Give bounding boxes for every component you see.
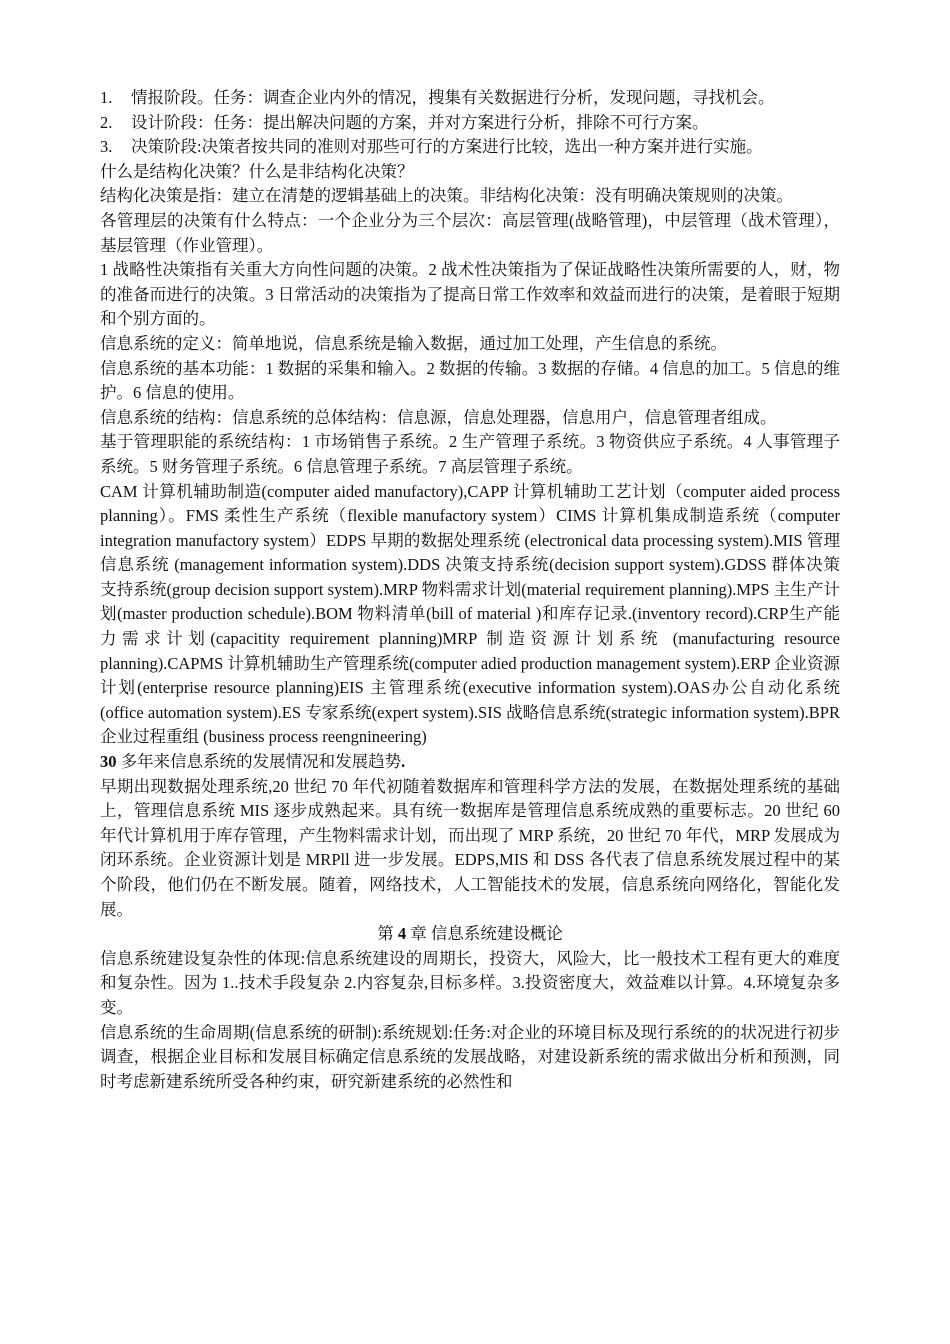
- paragraph: 信息系统的基本功能：1 数据的采集和输入。2 数据的传输。3 数据的存储。4 信息的加工。5 信息的维护。6 信息的使用。: [100, 358, 840, 403]
- paragraph: 信息系统建设复杂性的体现:信息系统建设的周期长，投资大，风险大，比一般技术工程有更大的难度和复杂性。因为 1..技术手段复杂 2.内容复杂,目标多样。3.投资密度大，效益难以计算。4.环境复杂多变。: [100, 948, 840, 1017]
- paragraph: 1 战略性决策指有关重大方向性问题的决策。2 战术性决策指为了保证战略性决策所需要的人，财，物的准备而进行的决策。3 日常活动的决策指为了提高日常工作效率和效益而进行的决策，是着眼于短期和个别方面的。: [100, 260, 840, 329]
- list-item-number: 3.: [100, 137, 113, 157]
- chapter-suffix: 章 信息系统建设概论: [410, 924, 563, 944]
- chapter-number: 4: [397, 924, 407, 944]
- paragraph: 什么是结构化决策？什么是非结构化决策？: [100, 161, 414, 181]
- section-heading: [100, 750, 840, 775]
- paragraph: 信息系统的定义：简单地说，信息系统是输入数据，通过加工处理，产生信息的系统。: [100, 333, 727, 353]
- list-item: [100, 86, 840, 111]
- paragraph: 各管理层的决策有什么特点：一个企业分为三个层次：高层管理(战略管理)，中层管理（战术管理），基层管理（作业管理）。: [100, 210, 840, 255]
- list-item: [100, 135, 840, 160]
- paragraph: 信息系统的生命周期(信息系统的研制):系统规划:任务:对企业的环境目标及现行系统的的状况进行初步调查，根据企业目标和发展目标确定信息系统的发展战略，对建设新系统的需求做出分析和预测，同时考虑新建系统所受各种约束，研究新建系统的必然性和: [100, 1022, 840, 1091]
- document-page: [100, 86, 840, 1094]
- list-item: [100, 111, 840, 136]
- chapter-title: [100, 922, 840, 947]
- paragraph: 基于管理职能的系统结构：1 市场销售子系统。2 生产管理子系统。3 物资供应子系统。4 人事管理子系统。5 财务管理子系统。6 信息管理子系统。7 高层管理子系统。: [100, 432, 840, 476]
- list-item-text: 情报阶段。任务：调查企业内外的情况，搜集有关数据进行分析，发现问题，寻找机会。: [131, 88, 775, 107]
- heading-dot: .: [401, 752, 406, 772]
- paragraph: 信息系统的结构：信息系统的总体结构：信息源，信息处理器，信息用户，信息管理者组成。: [100, 407, 777, 427]
- heading-text: 多年来信息系统的发展情况和发展趋势: [116, 752, 402, 772]
- list-item-text: 决策阶段:决策者按共同的准则对那些可行的方案进行比较，选出一种方案并进行实施。: [131, 137, 763, 157]
- decision-steps-list: [100, 86, 840, 160]
- chapter-prefix: 第: [377, 924, 394, 944]
- paragraph: 早期出现数据处理系统,20 世纪 70 年代初随着数据库和管理科学方法的发展，在数据处理系统的基础上，管理信息系统 MIS 逐步成熟起来。具有统一数据库是管理信息系统成熟的重要标志。20 世纪 60 年代计算机用于库存管理，产生物料需求计划，而出现了 MRP 系统，20 世纪 70 年代，MRP 发展成为闭环系统。企业资源计划是 MRPll 进一步发展。EDPS,MIS 和 DSS 各代表了信息系统发展过程中的某个阶段，他们仍在不断发展。随着，网络技术，人工智能技术的发展，信息系统向网络化，智能化发展。: [100, 776, 840, 919]
- paragraph: 结构化决策是指：建立在清楚的逻辑基础上的决策。非结构化决策：没有明确决策规则的决策。: [100, 186, 793, 206]
- list-item-number: 1.: [100, 88, 113, 107]
- list-item-number: 2.: [100, 112, 113, 132]
- abbreviations-paragraph: CAM 计算机辅助制造(computer aided manufactory),CAPP 计算机辅助工艺计划（computer aided process planning）。FMS 柔性生产系统（flexible manufactory system）CIMS 计算机集成制造系统（computer integration manufactory system）EDPS 早期的数据处理系统 (electronical data processing system).MIS 管理信息系统 (management information system).DDS 决策支持系统(decision support system).GDSS 群体决策支持系统(group decision support system).MRP 物料需求计划(material requirement planning).MPS 主生产计划(master production schedule).BOM 物料清单(bill of material )和库存记录.(inventory record).CRP生产能力需求计划(capacitity requirement planning)MRP 制造资源计划系统 (manufacturing resource planning).CAPMS 计算机辅助生产管理系统(computer adied production management system).ERP 企业资源计划(enterprise resource planning)EIS 主管理系统(executive information system).OAS办公自动化系统(office automation system).ES 专家系统(expert system).SIS 战略信息系统(strategic information system).BPR 企业过程重组 (business process reengnineering): [100, 481, 840, 747]
- heading-number: 30: [100, 752, 117, 772]
- list-item-text: 设计阶段：任务：提出解决问题的方案，并对方案进行分析，排除不可行方案。: [131, 112, 709, 132]
